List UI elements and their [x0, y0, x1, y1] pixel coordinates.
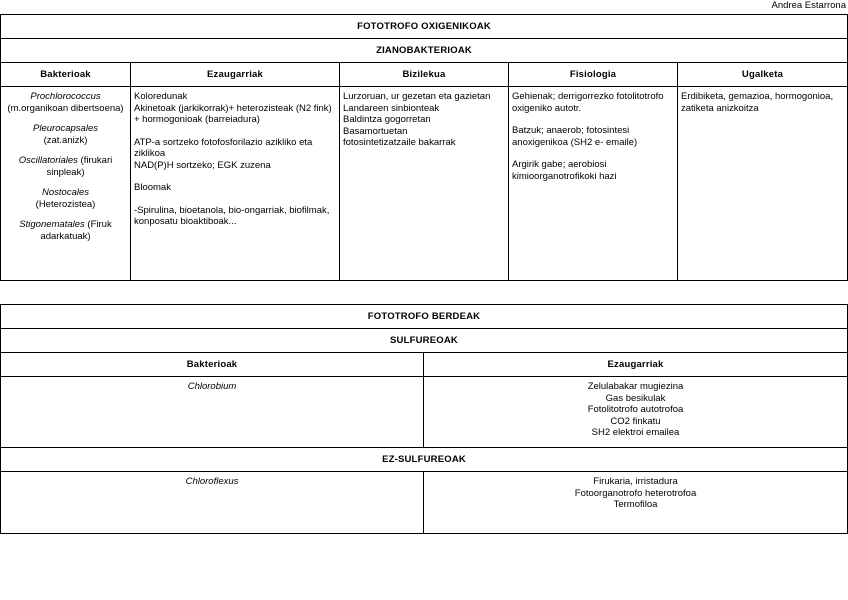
bacteria-item [4, 219, 127, 242]
feature-line: -Spirulina, bioetanola, bio-ongarriak, biofilmak, konposatu bioaktiboak... [134, 204, 330, 227]
feature-line: Gas besikulak [605, 392, 666, 404]
bacteria-name: Chlorobium [187, 381, 237, 392]
bacteria-item [4, 155, 127, 178]
section-title-ez-sulfureoak: EZ-SULFUREOAK [1, 448, 848, 472]
oxygenic-phototrophs-table [0, 14, 848, 281]
column-header-ezaugarriak: Ezaugarriak [131, 63, 340, 87]
bacteria-note: (firukari sinpleak) [46, 155, 113, 178]
table-title: FOTOTROFO BERDEAK [1, 305, 848, 329]
ezaugarriak-cell [424, 377, 848, 448]
feature-line: NAD(P)H sortzeko; EGK zuzena [134, 159, 271, 171]
habitat-line: Baldintza gogorretan [343, 114, 431, 125]
section-title-sulfureoak: SULFUREOAK [1, 329, 848, 353]
bacteria-name: Oscillatoriales [18, 155, 78, 166]
feature-line: Koloredunak [134, 91, 188, 102]
feature-line: Zelulabakar mugiezina [587, 381, 684, 392]
table-subtitle: ZIANOBAKTERIOAK [1, 39, 848, 63]
feature-line: Fotoorganotrofo heterotrofoa [574, 487, 697, 499]
bacteria-note: (Firuk adarkatuak) [40, 219, 112, 242]
feature-line: Termofiloa [613, 499, 658, 510]
bacteria-name: Prochlorococcus [30, 91, 101, 102]
feature-line: CO2 finkatu [610, 415, 661, 427]
column-header-fisiologia: Fisiologia [509, 63, 678, 87]
habitat-line: Lurzoruan, ur gezetan eta gazietan [343, 91, 491, 102]
bakterioa-cell [1, 472, 424, 534]
bakterioa-cell [1, 377, 424, 448]
habitat-line: Basamortuetan [343, 125, 408, 137]
bacteria-item [4, 187, 127, 210]
green-phototrophs-table [0, 304, 848, 534]
bacteria-name: Stigonematales [19, 219, 85, 230]
bacteria-name: Pleurocapsales [33, 123, 98, 134]
fisiologia-cell [509, 87, 678, 281]
bacteria-note: (zat.anizk) [43, 134, 88, 146]
feature-line: Fotolitotrofo autotrofoa [587, 404, 684, 415]
habitat-line: fotosintetizatzaile bakarrak [343, 137, 456, 148]
column-header-bakterioak: Bakterioak [1, 63, 131, 87]
ugalketa-cell: Erdibiketa, gemazioa, hormogonioa, zatiketa anizkoitza [678, 87, 848, 281]
feature-line: SH2 elektroi emailea [591, 427, 680, 438]
physiology-line: Argirik gabe; aerobiosi kimioorganotrofikoki hazi [512, 159, 617, 182]
feature-line: Bloomak [134, 182, 171, 193]
column-header-bizilekua: Bizilekua [340, 63, 509, 87]
feature-line: ATP-a sortzeko fotofosforilazio azikliko eta ziklikoa [134, 136, 313, 159]
habitat-line: Landareen sinbionteak [343, 102, 440, 114]
ezaugarriak-cell [424, 472, 848, 534]
feature-line: Akinetoak (jarkikorrak)+ heterozisteak (N2 fink) + hormogonioak (barreiadura) [134, 102, 332, 125]
bacteria-name: Chloroflexus [185, 476, 239, 487]
bakterioak-cell [1, 87, 131, 281]
column-header-ugalketa: Ugalketa [678, 63, 848, 87]
feature-line: Firukaria, irristadura [593, 476, 678, 487]
bacteria-note: (Heterozistea) [35, 198, 96, 210]
author-name: Andrea Estarrona [771, 0, 846, 11]
column-header-ezaugarriak: Ezaugarriak [424, 353, 848, 377]
table-title: FOTOTROFO OXIGENIKOAK [1, 15, 848, 39]
bacteria-note: (m.organikoan dibertsoena) [7, 102, 124, 114]
bacteria-name: Nostocales [42, 187, 89, 198]
physiology-line: Batzuk; anaerob; fotosintesi anoxigenikoa (SH2 e- emaile) [512, 125, 638, 148]
bizilekua-cell [340, 87, 509, 281]
physiology-line: Gehienak; derrigorrezko fotolitotrofo oxigeniko autotr. [512, 91, 664, 114]
bacteria-item [4, 91, 127, 114]
ezaugarriak-cell [131, 87, 340, 281]
column-header-bakterioak: Bakterioak [1, 353, 424, 377]
bacteria-item [4, 123, 127, 146]
